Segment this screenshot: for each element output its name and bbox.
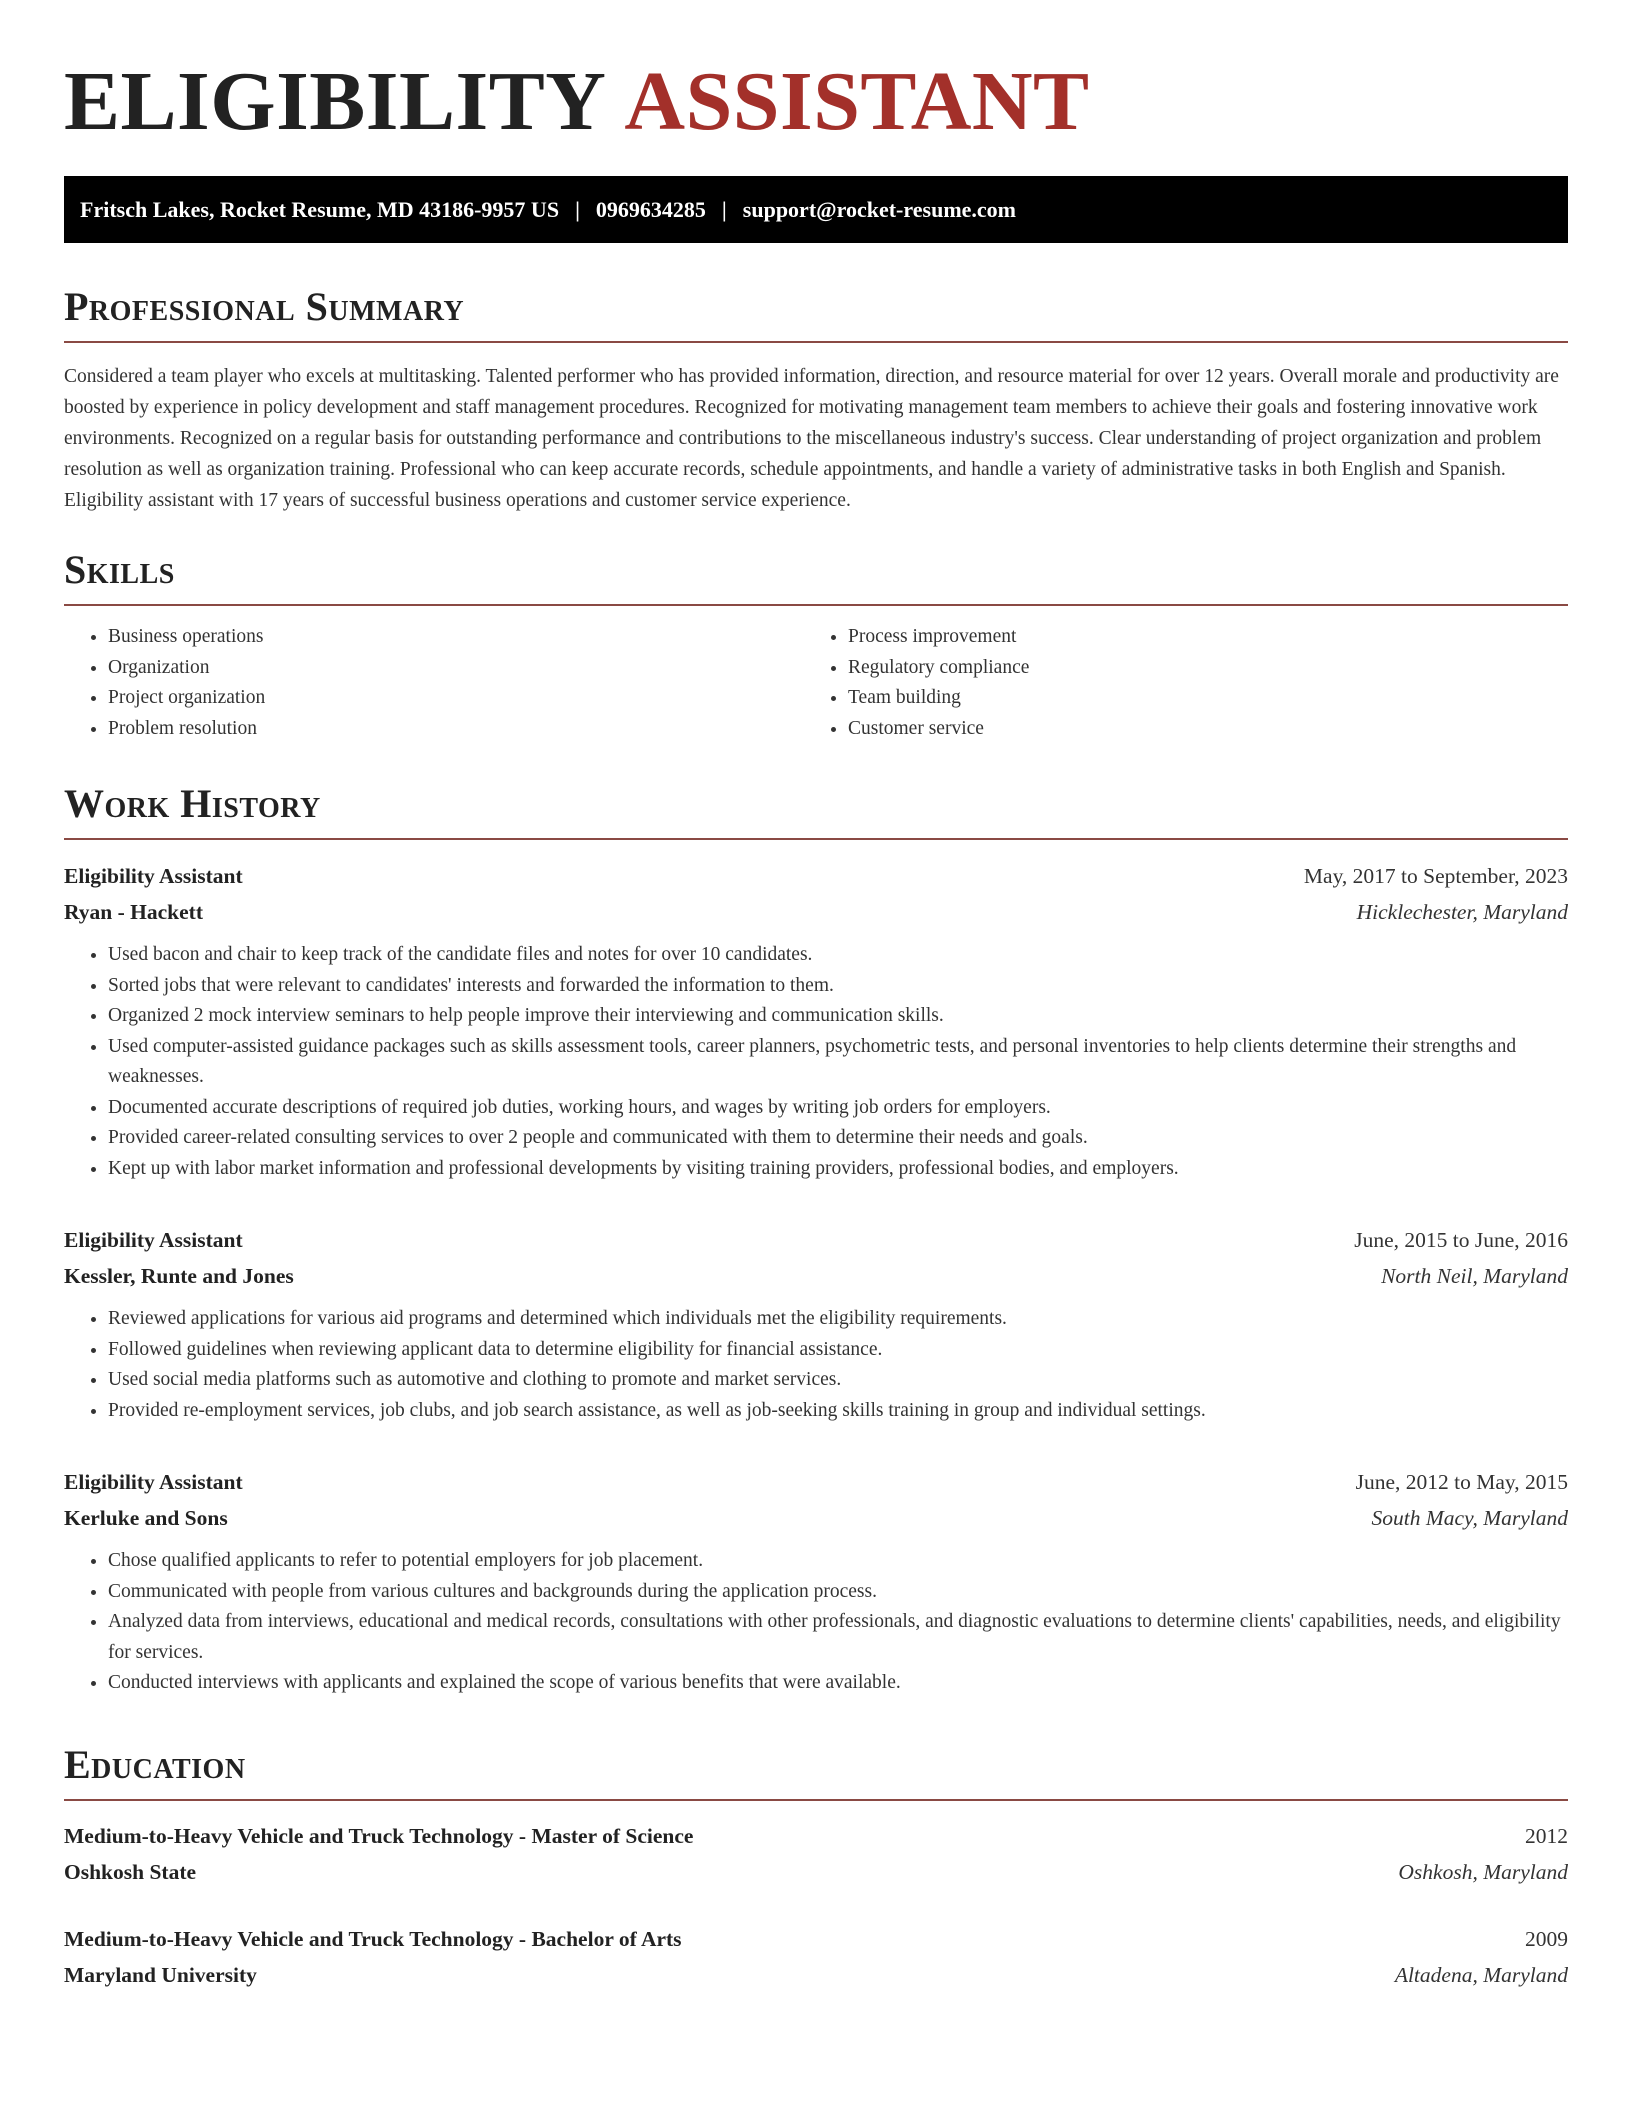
skills-list-left (64, 622, 804, 744)
education-section (64, 1741, 1568, 1801)
contact-bar (64, 176, 1568, 243)
skills-columns (64, 622, 1568, 744)
education-degree: Medium-to-Heavy Vehicle and Truck Technology - Bachelor of Arts (64, 1927, 682, 1951)
job-dates: June, 2015 to June, 2016 (1354, 1228, 1568, 1252)
job-bullet: • Organized 2 mock interview seminars to help people improve their interviewing and communication skills. (108, 1001, 1568, 1032)
job-bullets (64, 940, 1568, 1184)
contact-separator: | (575, 197, 580, 222)
section-divider (64, 604, 1568, 606)
resume-name (64, 0, 1568, 148)
work-history-section (64, 780, 1568, 840)
section-divider (64, 1799, 1568, 1801)
job-location: North Neil, Maryland (1381, 1264, 1568, 1288)
skill-item: • Process improvement (848, 622, 1544, 653)
summary-section (64, 283, 1568, 516)
education-header-row (64, 1818, 1568, 1854)
education-year: 2012 (1525, 1824, 1568, 1848)
job-position: Eligibility Assistant (64, 864, 243, 888)
section-title: Work History (64, 781, 321, 826)
job-company-row (64, 1500, 1568, 1536)
job-bullet: • Used social media platforms such as automotive and clothing to promote and market services. (108, 1365, 1568, 1396)
job-entry (64, 858, 1568, 1184)
job-header-row (64, 1222, 1568, 1258)
job-bullet: • Chose qualified applicants to refer to potential employers for job placement. (108, 1546, 1568, 1577)
skill-item: • Team building (848, 683, 1544, 714)
contact-address: Fritsch Lakes, Rocket Resume, MD 43186-9957 US (80, 197, 560, 222)
skill-item: • Organization (108, 653, 804, 684)
skills-list-right (804, 622, 1544, 744)
education-school: Maryland University (64, 1963, 257, 1987)
education-school-row (64, 1854, 1568, 1890)
job-bullet: • Followed guidelines when reviewing applicant data to determine eligibility for financial assistance. (108, 1335, 1568, 1366)
job-bullets (64, 1546, 1568, 1699)
contact-phone: 0969634285 (595, 197, 706, 222)
section-divider (64, 341, 1568, 343)
education-degree: Medium-to-Heavy Vehicle and Truck Technology - Master of Science (64, 1824, 694, 1848)
job-dates: June, 2012 to May, 2015 (1355, 1470, 1568, 1494)
name-last: ASSISTANT (624, 55, 1090, 148)
skill-item: • Customer service (848, 714, 1544, 745)
job-bullet: • Communicated with people from various cultures and backgrounds during the application process. (108, 1577, 1568, 1608)
job-position: Eligibility Assistant (64, 1470, 243, 1494)
job-bullet: • Analyzed data from interviews, educational and medical records, consultations with other professionals, and diagnostic evaluations to determine clients' capabilities, needs, and eligibility for services. (108, 1607, 1568, 1668)
skill-item: • Business operations (108, 622, 804, 653)
job-company: Ryan - Hackett (64, 900, 203, 924)
contact-separator: | (721, 197, 727, 222)
section-title: Professional Summary (64, 284, 465, 329)
job-bullets (64, 1304, 1568, 1426)
job-bullet: • Used computer-assisted guidance packages such as skills assessment tools, career planners, psychometric tests, and personal inventories to help clients determine their strengths and weaknesses. (108, 1032, 1568, 1093)
job-entry (64, 1222, 1568, 1426)
education-school-row (64, 1957, 1568, 1993)
education-header-row (64, 1921, 1568, 1957)
education-school: Oshkosh State (64, 1860, 197, 1884)
contact-email[interactable]: support@rocket-resume.com (742, 197, 1016, 222)
job-header-row (64, 1464, 1568, 1500)
job-bullet: • Kept up with labor market information and professional developments by visiting training providers, professional bodies, and employers. (108, 1154, 1568, 1185)
skill-item: • Project organization (108, 683, 804, 714)
skill-item: • Problem resolution (108, 714, 804, 745)
education-location: Oshkosh, Maryland (1398, 1860, 1568, 1884)
job-company: Kerluke and Sons (64, 1506, 228, 1530)
resume-page (64, 0, 1568, 1987)
education-entry (64, 1921, 1568, 1993)
job-bullet: • Provided career-related consulting services to over 2 people and communicated with them to determine their needs and goals. (108, 1123, 1568, 1154)
job-bullet: • Documented accurate descriptions of required job duties, working hours, and wages by writing job orders for employers. (108, 1093, 1568, 1124)
job-entry (64, 1464, 1568, 1699)
job-bullet: • Used bacon and chair to keep track of the candidate files and notes for over 10 candidates. (108, 940, 1568, 971)
education-location: Altadena, Maryland (1394, 1963, 1568, 1987)
job-company-row (64, 1258, 1568, 1294)
job-bullet: • Conducted interviews with applicants and explained the scope of various benefits that were available. (108, 1668, 1568, 1699)
name-first: ELIGIBILITY (64, 55, 607, 148)
skills-section (64, 546, 1568, 744)
job-position: Eligibility Assistant (64, 1228, 243, 1252)
job-bullet: • Provided re-employment services, job clubs, and job search assistance, as well as job-seeking skills training in group and individual settings. (108, 1396, 1568, 1427)
job-dates: May, 2017 to September, 2023 (1303, 864, 1568, 888)
skill-item: • Regulatory compliance (848, 653, 1544, 684)
job-company: Kessler, Runte and Jones (64, 1264, 294, 1288)
section-title: Education (64, 1742, 246, 1787)
job-company-row (64, 894, 1568, 930)
section-title: Skills (64, 547, 175, 592)
summary-text: Considered a team player who excels at multitasking. Talented performer who has provided information, direction, and resource material for over 12 years. Overall morale and productivity are boosted by experience in policy development and staff management procedures. Recognized for motivating management team members to achieve their goals and fostering innovative work environments. Recognized on a regular basis for outstanding performance and contributions to the miscellaneous industry's success. Clear understanding of project organization and problem resolution as well as organization training. Professional who can keep accurate records, schedule appointments, and handle a variety of administrative tasks in both English and Spanish. Eligibility assistant with 17 years of successful business operations and customer service experience. (64, 366, 1559, 511)
section-divider (64, 838, 1568, 840)
job-bullet: • Reviewed applications for various aid programs and determined which individuals met the eligibility requirements. (108, 1304, 1568, 1335)
education-entry (64, 1818, 1568, 1890)
job-location: South Macy, Maryland (1371, 1506, 1568, 1530)
education-year: 2009 (1525, 1927, 1568, 1951)
job-header-row (64, 858, 1568, 894)
job-bullet: • Sorted jobs that were relevant to candidates' interests and forwarded the information to them. (108, 971, 1568, 1002)
job-location: Hicklechester, Maryland (1356, 900, 1568, 924)
